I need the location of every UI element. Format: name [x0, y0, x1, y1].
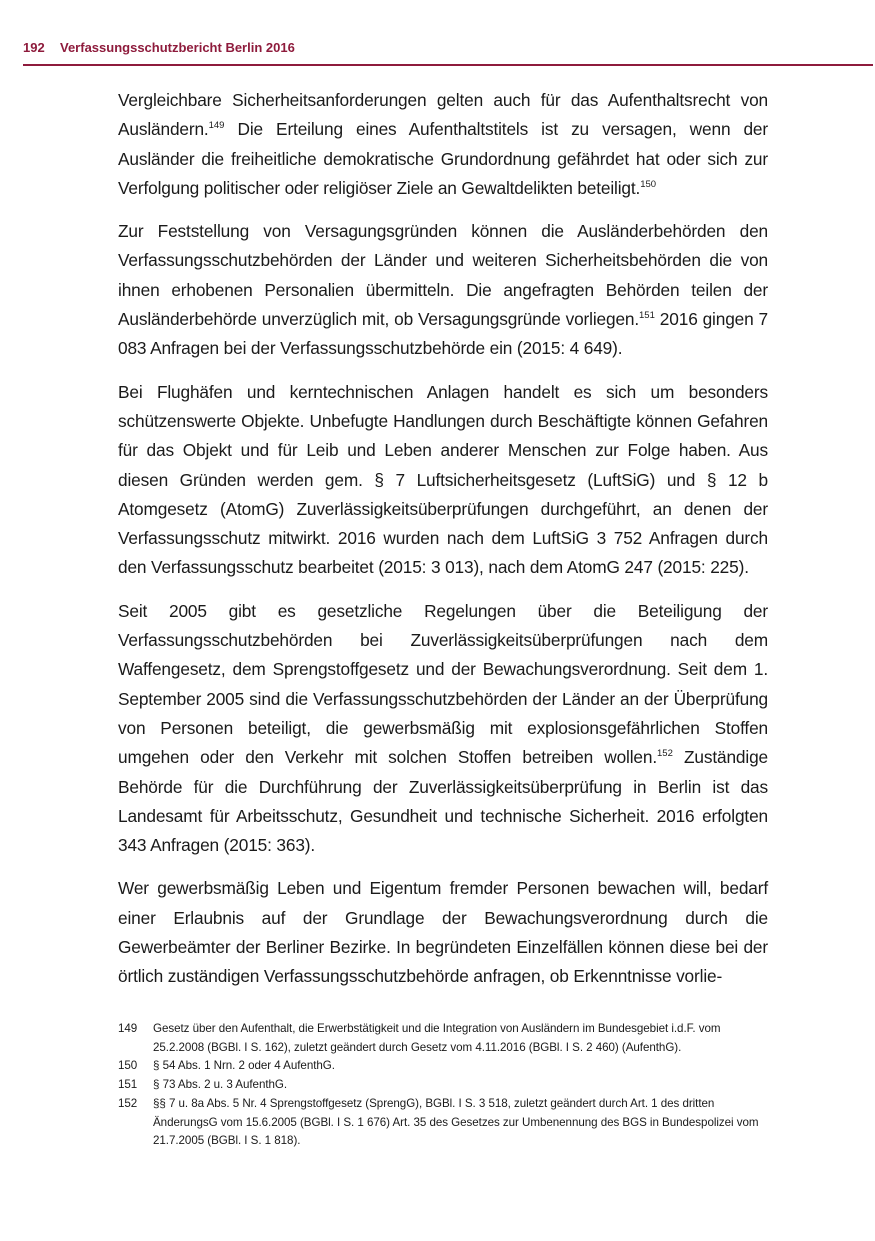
paragraph [118, 86, 768, 203]
paragraph-text: Seit 2005 gibt es gesetzliche Regelungen über die Beteiligung der Verfassungsschutzbehörden bei Zuverlässigkeitsüberprüfungen nach dem Waffengesetz, dem Sprengstoffgesetz und der Bewachungsverordnung. Seit dem 1. September 2005 sind die Verfassungsschutzbehörden der Länder an der Überprüfung von Personen beteiligt, die gewerbsmäßig mit explosionsgefährlichen Stoffen umgehen oder den Verkehr mit solchen Stoffen betreiben wollen. [118, 600, 768, 768]
paragraph [118, 597, 768, 861]
body-text [118, 86, 768, 1006]
paragraph-text: Vergleichbare Sicherheitsanforderungen gelten auch für das Aufenthaltsrecht von Ausländern. [118, 90, 768, 140]
running-title: Verfassungsschutzbericht Berlin 2016 [60, 40, 295, 55]
paragraph [118, 217, 768, 363]
paragraph-text: 2016 gingen 7 083 Anfragen bei der Verfassungsschutzbehörde ein (2015: 4 649). [118, 309, 768, 359]
footnote-ref[interactable]: 151 [639, 310, 655, 322]
footnote-ref[interactable]: 150 [640, 178, 657, 190]
footnote-number: 150 [118, 1059, 138, 1073]
paragraph-text: Die Erteilung eines Aufenthaltstitels ist zu versagen, wenn der Ausländer die freiheitliche demokratische Grundordnung gefährdet hat oder sich zur Verfolgung politischer oder religiöser Ziele an Gewaltdelikten beteiligt. [118, 119, 768, 198]
footnote-number: 152 [118, 1096, 138, 1110]
footnote-text: § 54 Abs. 1 Nrn. 2 oder 4 AufenthG. [153, 1059, 335, 1073]
paragraph-text: Bei Flughäfen und kerntechnischen Anlagen handelt es sich um besonders schützenswerte Objekte. Unbefugte Handlungen durch Beschäftigte können Gefahren für das Objekt und für Leib und Leben anderer Menschen zur Folge haben. Aus diesen Gründen werden gem. § 7 Luftsicherheitsgesetz (LuftSiG) und § 12 b Atomgesetz (AtomG) Zuverlässigkeitsüberprüfungen durchgeführt, an denen der Verfassungsschutz mitwirkt. 2016 wurden nach dem LuftSiG 3 752 Anfragen durch den Verfassungsschutz bearbeitet (2015: 3 013), nach dem AtomG 247 (2015: 225). [118, 381, 768, 578]
paragraph-text: Zuständige Behörde für die Durchführung der Zuverlässigkeitsüberprüfung in Berlin ist das Landesamt für Arbeitsschutz, Gesundheit und technische Sicherheit. 2016 erfolgten 343 Anfragen (2015: 363). [118, 747, 769, 856]
footnote [118, 1020, 768, 1057]
footnote-number: 149 [118, 1022, 138, 1035]
footnote-number: 151 [118, 1078, 138, 1092]
footnote [118, 1095, 768, 1151]
footnote-text: Gesetz über den Aufenthalt, die Erwerbstätigkeit und die Integration von Ausländern im Bundesgebiet i.d.F. vom 25.2.2008 (BGBl. I S. 162), zuletzt geändert durch Gesetz vom 4.11.2016 (BGBl. I S. 2 460) (AufenthG). [153, 1022, 721, 1054]
footnote-text: §§ 7 u. 8a Abs. 5 Nr. 4 Sprengstoffgesetz (SprengG), BGBl. I S. 3 518, zuletzt geändert durch Art. 1 des dritten ÄnderungsG vom 15.6.2005 (BGBl. I S. 1 676) Art. 35 des Gesetzes zur Umbenennung des BGS in Bundespolizei vom 21.7.2005 (BGBl. I S. 1 818). [153, 1096, 759, 1148]
paragraph [118, 874, 768, 991]
page-number: 192 [23, 40, 45, 55]
footnote-ref[interactable]: 149 [208, 120, 225, 132]
paragraph-text: Zur Feststellung von Versagungsgründen können die Ausländerbehörden den Verfassungsschutzbehörden der Länder und weiteren Sicherheitsbehörden die von ihnen erhobenen Personalien übermitteln. Die angefragten Behörden teilen der Ausländerbehörde unverzüglich mit, ob Versagungsgründe vorliegen. [118, 221, 768, 330]
footnote [118, 1076, 768, 1095]
footnotes [118, 1020, 768, 1151]
footnote [118, 1057, 768, 1076]
paragraph [118, 378, 768, 583]
page-header [23, 38, 873, 66]
footnote-ref[interactable]: 152 [657, 748, 673, 760]
paragraph-text: Wer gewerbsmäßig Leben und Eigentum fremder Personen bewachen will, bedarf einer Erlaubnis auf der Grundlage der Bewachungsverordnung durch die Gewerbeämter der Berliner Bezirke. In begründeten Einzelfällen können diese bei der örtlich zuständigen Verfassungsschutzbehörde anfragen, ob Erkenntnisse vorlie- [118, 878, 768, 987]
footnote-text: § 73 Abs. 2 u. 3 AufenthG. [153, 1078, 288, 1092]
